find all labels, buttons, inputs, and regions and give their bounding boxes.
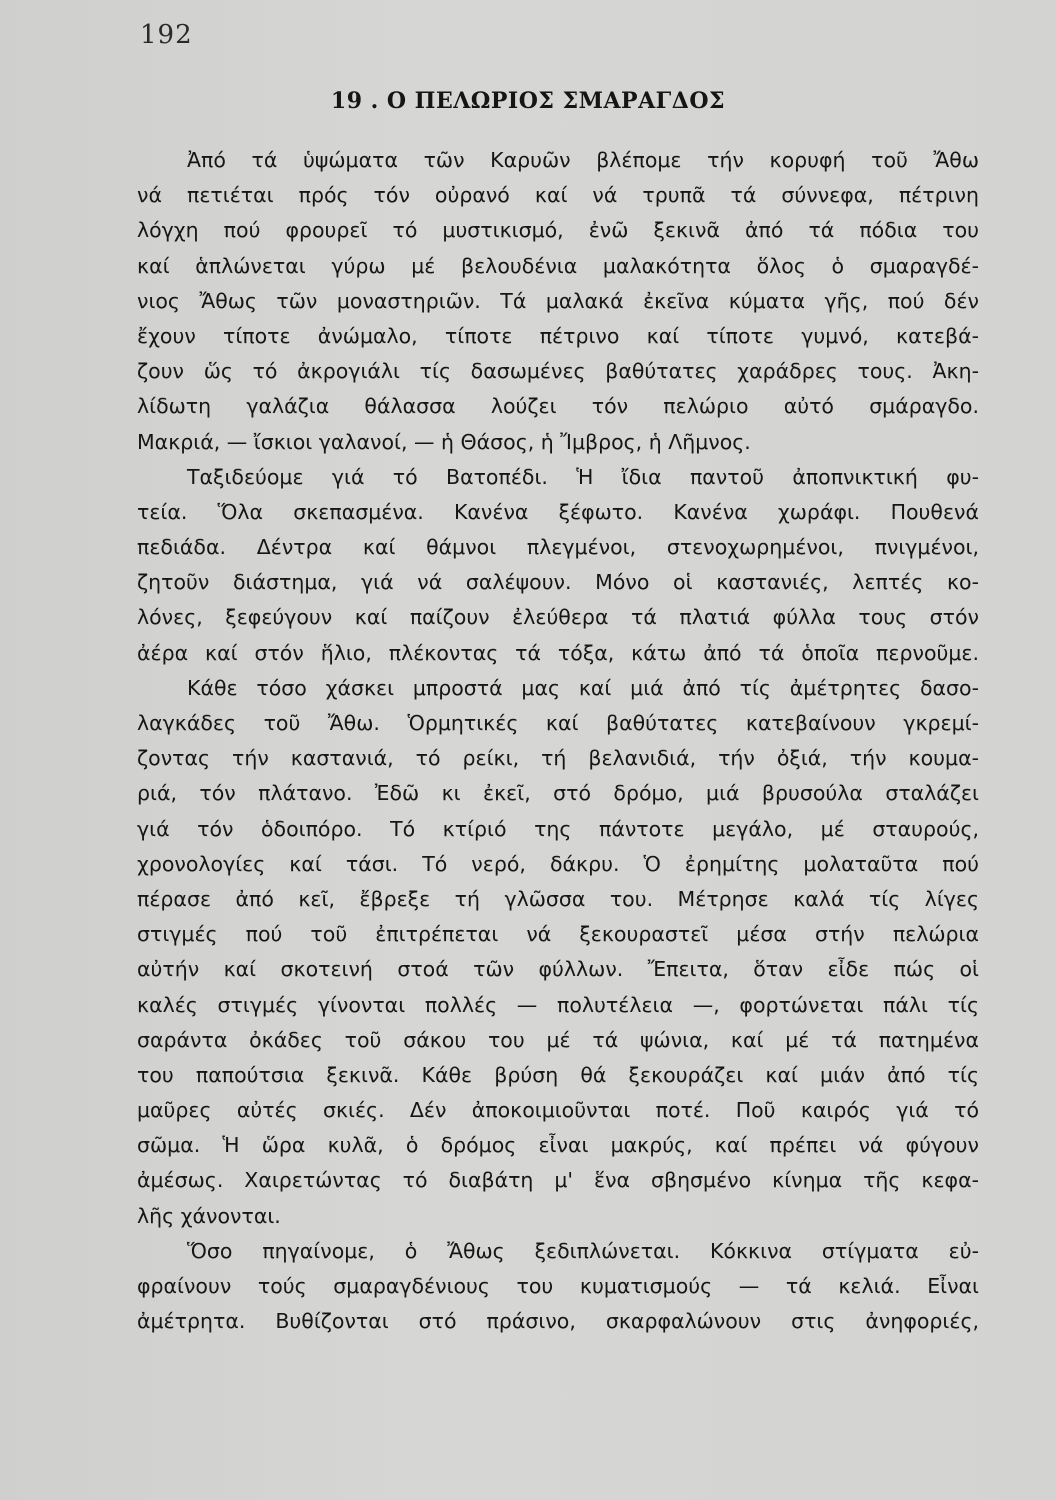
text-line: λῆς χάνονται. [137, 1203, 281, 1228]
text-line: Ταξιδεύομε γιά τό Βατοπέδι. Ἡ ἴδια παντοῦ ἀποπνικτική φυ- [187, 464, 979, 489]
text-line: ἀέρα καί στόν ἥλιο, πλέκοντας τά τόξα, κάτω ἀπό τά ὁποῖα περνοῦμε. [137, 640, 979, 665]
text-line: νιος Ἄθως τῶν μοναστηριῶν. Τά μαλακά ἐκεῖνα κύματα γῆς, πού δέν [137, 288, 979, 313]
text-line: ἀμέσως. Χαιρετώντας τό διαβάτη μ' ἕνα σβησμένο κίνημα τῆς κεφα- [137, 1168, 979, 1193]
text-line: αὐτήν καί σκοτεινή στοά τῶν φύλλων. Ἔπειτα, ὅταν εἶδε πώς οἱ [137, 957, 979, 982]
text-line: ἔχουν τίποτε ἀνώμαλο, τίποτε πέτρινο καί τίποτε γυμνό, κατεβά- [137, 323, 979, 348]
text-line: καλές στιγμές γίνονται πολλές — πολυτέλεια —, φορτώνεται πάλι τίς [137, 992, 979, 1017]
chapter-title [0, 88, 1056, 114]
text-line: τεία. Ὅλα σκεπασμένα. Κανένα ξέφωτο. Κανένα χωράφι. Πουθενά [137, 499, 979, 524]
text-line: καί ἁπλώνεται γύρω μέ βελουδένια μαλακότητα ὅλος ὁ σμαραγδέ- [137, 253, 979, 278]
text-line: πεδιάδα. Δέντρα καί θάμνοι πλεγμένοι, στενοχωρημένοι, πνιγμένοι, [137, 535, 979, 560]
page-number: 192 [140, 20, 193, 50]
text-line: Κάθε τόσο χάσκει μπροστά μας καί μιά ἀπό τίς ἀμέτρητες δασο- [187, 675, 979, 700]
chapter-heading: Ο ΠΕΛΩΡΙΟΣ ΣΜΑΡΑΓΔΟΣ [386, 88, 726, 114]
text-line: λόνες, ξεφεύγουν καί παίζουν ἐλεύθερα τά πλατιά φύλλα τους στόν [137, 605, 979, 630]
text-line: Μακριά, — ἴσκιοι γαλανοί, — ἡ Θάσος, ἡ Ἴμβρος, ἡ Λῆμνος. [137, 429, 751, 454]
text-line: λαγκάδες τοῦ Ἄθω. Ὁρμητικές καί βαθύτατες κατεβαίνουν γκρεμί- [137, 711, 979, 735]
text-line: ριά, τόν πλάτανο. Ἐδῶ κι ἐκεῖ, στό δρόμο, μιά βρυσούλα σταλάζει [137, 781, 979, 806]
text-line: λίδωτη γαλάζια θάλασσα λούζει τόν πελώριο αὐτό σμάραγδο. [137, 394, 979, 419]
text-line: μαῦρες αὐτές σκιές. Δέν ἀποκοιμιοῦνται ποτέ. Ποῦ καιρός γιά τό [137, 1098, 979, 1123]
text-line: χρονολογίες καί τάσι. Τό νερό, δάκρυ. Ὁ ἐρημίτης μολαταῦτα πού [137, 851, 979, 876]
text-line: πέρασε ἀπό κεῖ, ἔβρεξε τή γλῶσσα του. Μέτρησε καλά τίς λίγες [137, 886, 979, 911]
text-line: ζουν ὥς τό ἀκρογιάλι τίς δασωμένες βαθύτατες χαράδρες τους. Ἀκη- [137, 359, 979, 384]
text-line: νά πετιέται πρός τόν οὐρανό καί νά τρυπᾶ τά σύννεφα, πέτρινη [137, 183, 979, 208]
text-line: στιγμές πού τοῦ ἐπιτρέπεται νά ξεκουραστεῖ μέσα στήν πελώρια [137, 922, 979, 947]
chapter-number: 19 . [330, 88, 379, 114]
text-line: ζοντας τήν καστανιά, τό ρείκι, τή βελανιδιά, τήν ὀξιά, τήν κουμα- [137, 746, 979, 771]
text-line: σαράντα ὀκάδες τοῦ σάκου του μέ τά ψώνια, καί μέ τά πατημένα [137, 1027, 979, 1052]
text-line: γιά τόν ὁδοιπόρο. Τό κτίριό της πάντοτε μεγάλο, μέ σταυρούς, [137, 816, 979, 841]
text-line: του παπούτσια ξεκινᾶ. Κάθε βρύση θά ξεκουράζει καί μιάν ἀπό τίς [137, 1062, 979, 1087]
text-line: Ἀπό τά ὑψώματα τῶν Καρυῶν βλέπομε τήν κορυφή τοῦ Ἄθω [187, 148, 979, 172]
text-line: σῶμα. Ἡ ὥρα κυλᾶ, ὁ δρόμος εἶναι μακρύς, καί πρέπει νά φύγουν [137, 1133, 979, 1158]
text-line: φραίνουν τούς σμαραγδένιους του κυματισμούς — τά κελιά. Εἶναι [137, 1274, 979, 1298]
text-line: ζητοῦν διάστημα, γιά νά σαλέψουν. Μόνο οἱ καστανιές, λεπτές κο- [137, 570, 979, 595]
text-line: ἀμέτρητα. Βυθίζονται στό πράσινο, σκαρφαλώνουν στις ἀνηφοριές, [137, 1309, 979, 1334]
text-line: Ὅσο πηγαίνομε, ὁ Ἄθως ξεδιπλώνεται. Κόκκινα στίγματα εὐ- [187, 1238, 979, 1263]
body-text [137, 143, 979, 1339]
text-line: λόγχη πού φρουρεῖ τό μυστικισμό, ἐνῶ ξεκινᾶ ἀπό τά πόδια του [137, 218, 979, 243]
